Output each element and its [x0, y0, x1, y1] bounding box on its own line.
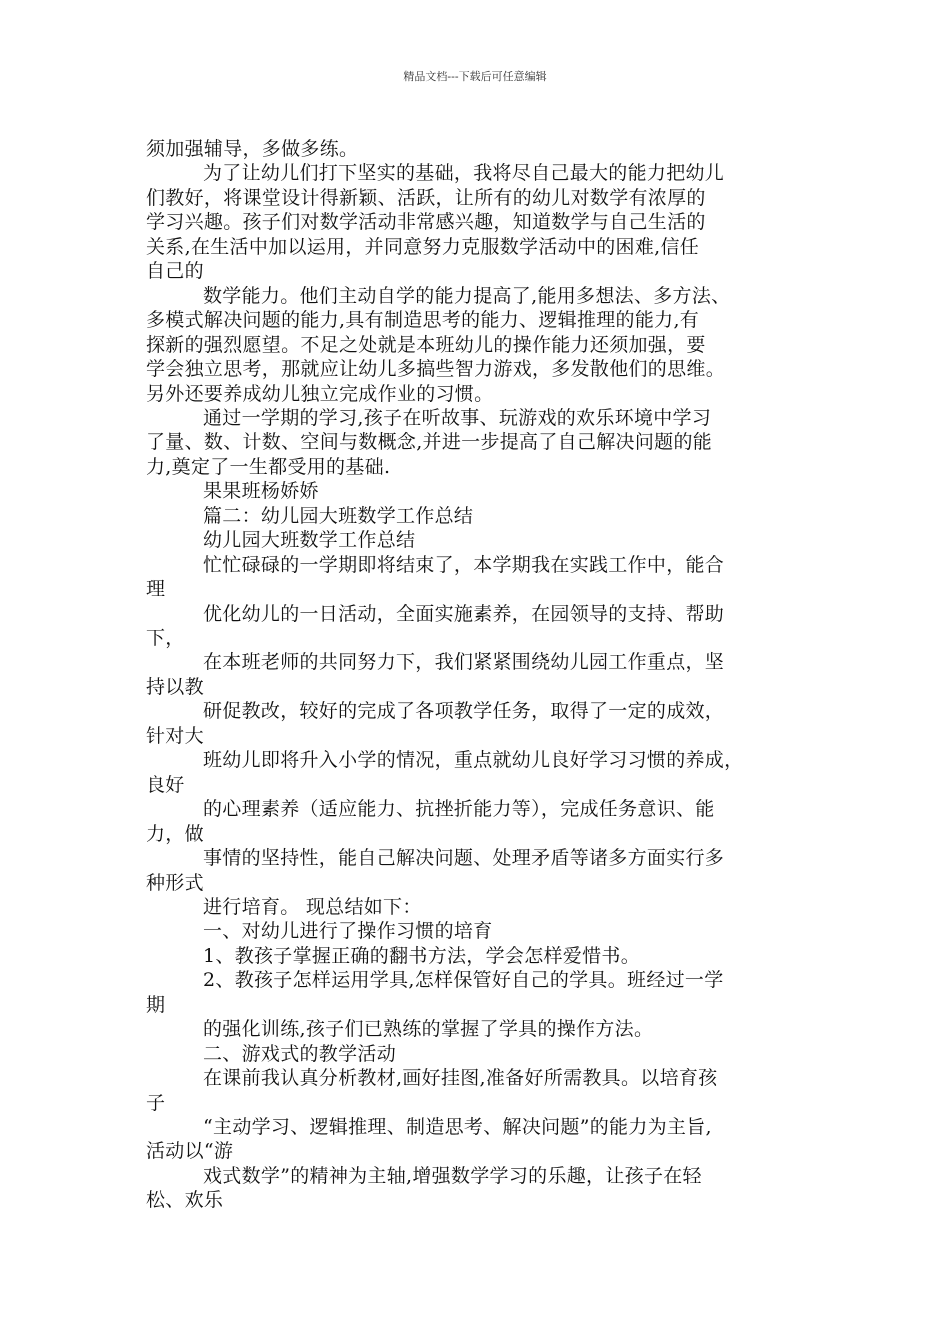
text-line: 为了让幼儿们打下坚实的基础，我将尽自己最大的能力把幼儿 — [203, 162, 725, 185]
text-line: 的心理素养（适应能力、抗挫折能力等），完成任务意识、能 — [203, 798, 715, 821]
text-line: 力,奠定了一生都受用的基础. — [146, 455, 391, 478]
text-line: 学会独立思考，那就应让幼儿多搞些智力游戏，多发散他们的思维。 — [146, 358, 726, 381]
text-line: 们教好，将课堂设计得新颖、活跃，让所有的幼儿对数学有浓厚的 — [146, 186, 706, 209]
text-line: “主动学习、逻辑推理、制造思考、解决问题”的能力为主旨, — [203, 1116, 712, 1138]
text-line: 探新的强烈愿望。不足之处就是本班幼儿的操作能力还须加强，要 — [146, 333, 706, 356]
text-line: 理 — [146, 578, 166, 601]
text-line: 忙忙碌碌的一学期即将结束了，本学期我在实践工作中，能合 — [203, 553, 725, 576]
text-line: 研促教改，较好的完成了各项教学任务，取得了一定的成效， — [203, 700, 725, 723]
text-line: 在课前我认真分析教材,画好挂图,准备好所需教具。以培育孩 — [203, 1067, 718, 1090]
text-line: 须加强辅导，多做多练。 — [146, 138, 359, 160]
text-line: 子 — [146, 1091, 166, 1114]
text-line: 2、教孩子怎样运用学具,怎样保管好自己的学具。班经过一学 — [203, 969, 724, 992]
text-line: 期 — [146, 993, 166, 1016]
text-line: 进行培育。 现总结如下： — [203, 895, 422, 918]
text-line: 篇二：幼儿园大班数学工作总结 — [203, 504, 474, 527]
text-line: 通过一学期的学习,孩子在听故事、玩游戏的欢乐环境中学习 — [203, 406, 712, 429]
text-line: 良好 — [146, 773, 185, 796]
text-line: 力，做 — [146, 822, 204, 845]
text-line: 在本班老师的共同努力下，我们紧紧围绕幼儿园工作重点，坚 — [203, 651, 725, 674]
text-line: 的强化训练,孩子们已熟练的掌握了学具的操作方法。 — [203, 1018, 654, 1041]
text-line: 幼儿园大班数学工作总结 — [203, 529, 416, 552]
text-line: 自己的 — [146, 260, 204, 283]
text-line: 针对大 — [146, 724, 204, 747]
text-line: 优化幼儿的一日活动，全面实施素养，在园领导的支持、帮助 — [203, 602, 725, 625]
text-line: 二、游戏式的教学活动 — [203, 1042, 397, 1065]
text-line: 另外还要养成幼儿独立完成作业的习惯。 — [146, 382, 494, 405]
text-line: 种形式 — [146, 871, 204, 894]
text-line: 下， — [146, 627, 185, 649]
text-line: 多模式解决问题的能力,具有制造思考的能力、逻辑推理的能力,有 — [146, 309, 700, 332]
text-line: 关系,在生活中加以运用，并同意努力克服数学活动中的困难,信任 — [146, 235, 700, 258]
text-line: 1、教孩子掌握正确的翻书方法，学会怎样爱惜书。 — [203, 944, 640, 967]
text-line: 一、对幼儿进行了操作习惯的培育 — [203, 920, 493, 943]
text-line: 果果班杨娇娇 — [203, 480, 319, 503]
text-line: 事情的坚持性，能自己解决问题、处理矛盾等诸多方面实行多 — [203, 847, 725, 870]
text-line: 活动以“游 — [146, 1140, 234, 1163]
text-line: 数学能力。他们主动自学的能力提高了,能用多想法、多方法、 — [203, 284, 731, 307]
text-line: 松、欢乐 — [146, 1189, 224, 1212]
text-line: 学习兴趣。孩子们对数学活动非常感兴趣，知道数学与自己生活的 — [146, 211, 706, 234]
text-line: 持以教 — [146, 675, 204, 698]
text-line: 了量、数、计数、空间与数概念,并进一步提高了自己解决问题的能 — [146, 431, 713, 454]
page-header: 精品文档---下载后可任意编辑 — [403, 70, 547, 83]
text-line: 班幼儿即将升入小学的情况，重点就幼儿良好学习习惯的养成， — [203, 749, 744, 772]
text-line: 戏式数学”的精神为主轴,增强数学学习的乐趣，让孩子在轻 — [203, 1164, 702, 1187]
